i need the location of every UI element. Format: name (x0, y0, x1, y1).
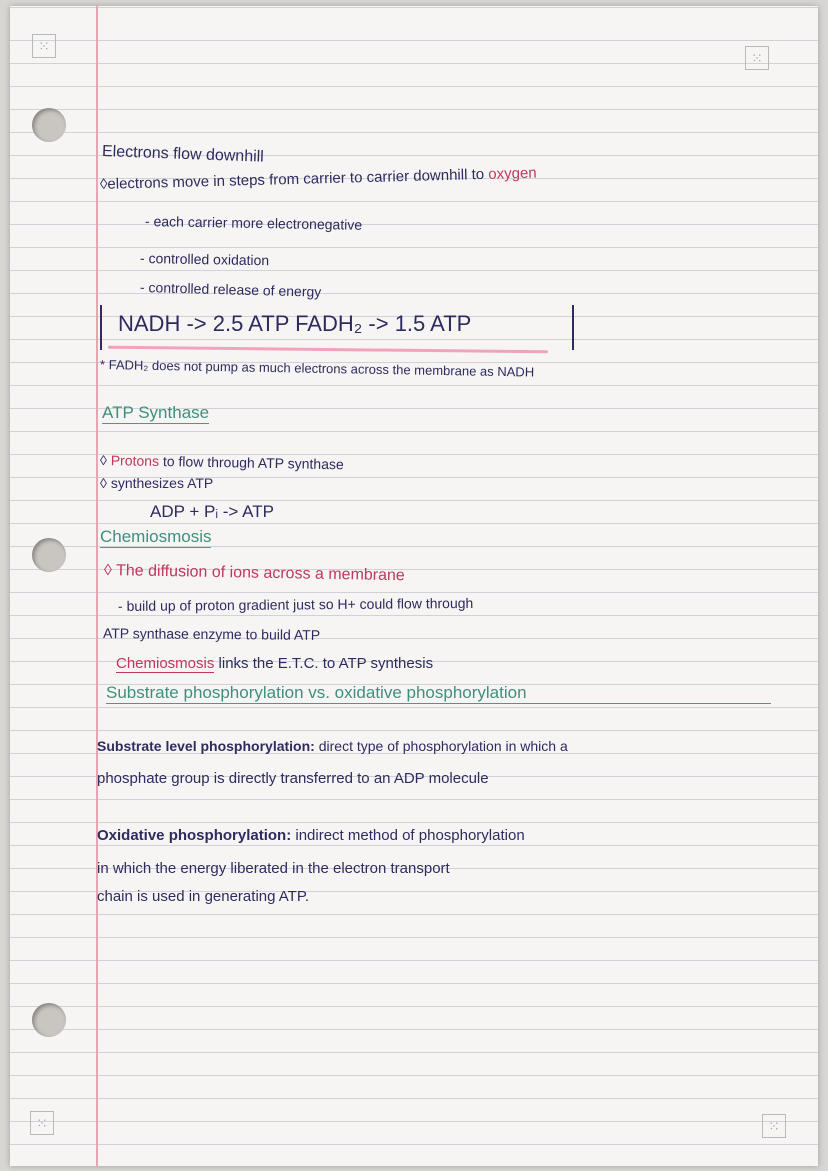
substrate-def-2: phosphate group is directly transferred to an ADP molecule (97, 770, 489, 787)
chemiosmosis-definition: ◊ The diffusion of ions across a membrane (103, 562, 405, 585)
oxidative-def-2: in which the energy liberated in the electron transport (97, 860, 450, 877)
oxygen-highlight: oxygen (488, 164, 537, 183)
corner-mark-icon: ⁙ (32, 34, 56, 58)
punch-hole (32, 108, 66, 142)
punch-hole (32, 1003, 66, 1037)
etc-sub-3: - controlled release of energy (139, 279, 322, 300)
substrate-definition-line-1 (97, 738, 568, 754)
oxidative-def-1: indirect method of phosphorylation (295, 827, 525, 844)
chemiosmosis-link (116, 655, 433, 672)
atp-bullet-1-text: to flow through ATP synthase (162, 453, 344, 473)
atp-equation: ADP + Pᵢ -> ATP (150, 502, 274, 521)
atp-synthase-heading: ATP Synthase (102, 403, 210, 422)
etc-bullet-text: electrons move in steps from carrier to carrier downhill to (107, 165, 485, 193)
comparison-heading: Substrate phosphorylation vs. oxidative phosphorylation (106, 683, 771, 704)
atp-bullet-2-text: synthesizes ATP (110, 475, 214, 491)
etc-heading: Electrons flow downhill (101, 143, 265, 166)
chemiosmosis-detail-2: ATP synthase enzyme to build ATP (102, 625, 321, 643)
chemiosmosis-link-highlight: Chemiosmosis (116, 655, 215, 672)
oxidative-def-3: chain is used in generating ATP. (97, 888, 310, 905)
corner-mark-icon: ⁙ (745, 46, 769, 70)
punch-hole (32, 538, 66, 572)
atp-yield: NADH -> 2.5 ATP FADH₂ -> 1.5 ATP (118, 311, 472, 336)
atp-bullet-1: ◊ Protons to flow through ATP synthase (99, 452, 344, 473)
oxidative-definition-line-1 (97, 827, 525, 844)
substrate-term: Substrate level phosphorylation: (97, 738, 315, 754)
atp-bullet-2: ◊ synthesizes ATP (100, 475, 214, 491)
protons-highlight: Protons (110, 452, 160, 470)
etc-sub-2: - controlled oxidation (139, 250, 270, 269)
etc-sub-1: - each carrier more electronegative (144, 213, 363, 233)
corner-mark-icon: ⁙ (762, 1114, 786, 1138)
etc-bullet: ◊electrons move in steps from carrier to carrier downhill to oxygen (99, 164, 537, 193)
chemiosmosis-definition-text: The diffusion of ions across a membrane (115, 562, 405, 585)
yield-note: * FADH₂ does not pump as much electrons across the membrane as NADH (99, 357, 535, 380)
margin-line (96, 6, 98, 1166)
corner-mark-icon: ⁙ (30, 1111, 54, 1135)
chemiosmosis-heading: Chemiosmosis (100, 527, 212, 546)
chemiosmosis-detail-1: - build up of proton gradient just so H+ could flow through (117, 594, 474, 614)
substrate-def-1: direct type of phosphorylation in which a (318, 738, 568, 754)
chemiosmosis-link-text: links the E.T.C. to ATP synthesis (218, 655, 434, 672)
oxidative-term: Oxidative phosphorylation: (97, 827, 292, 844)
